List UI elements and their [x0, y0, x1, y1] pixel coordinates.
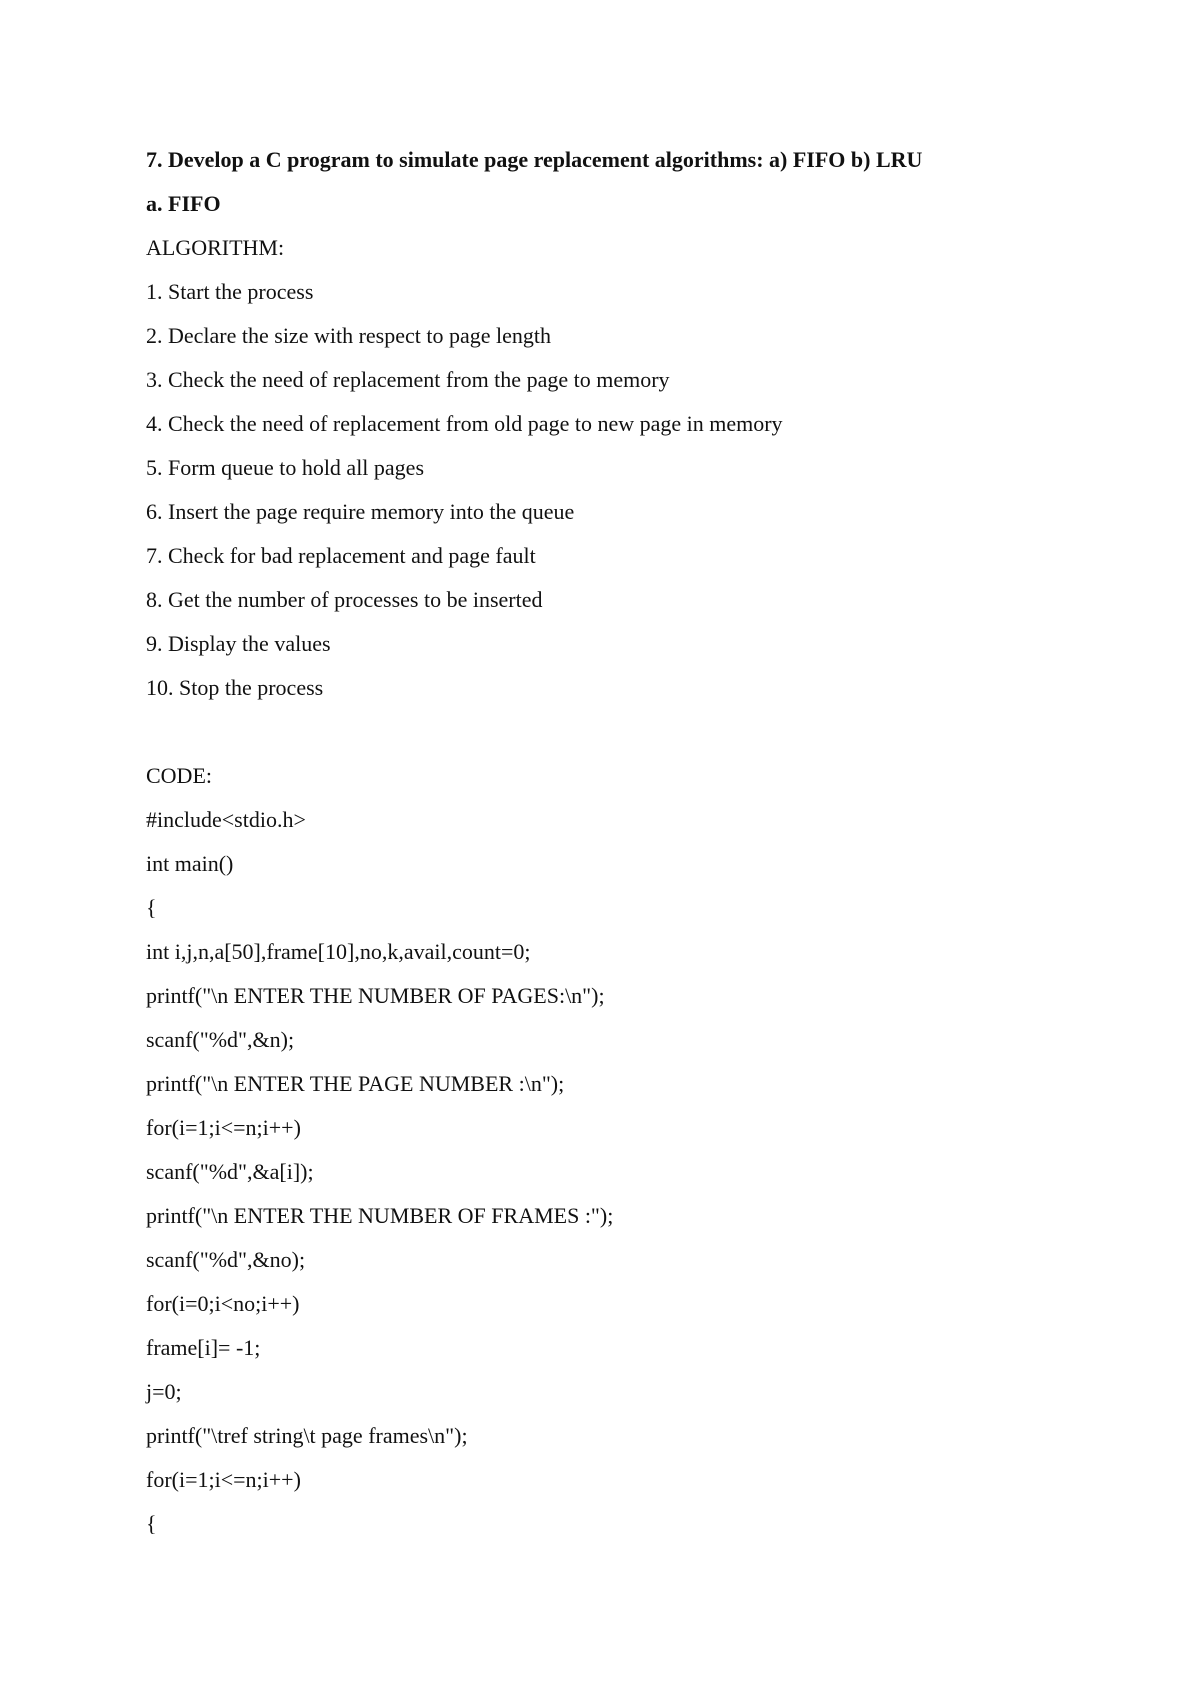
algorithm-step: 2. Declare the size with respect to page length [146, 323, 552, 348]
code-line: for(i=1;i<=n;i++) [146, 1115, 301, 1140]
code-line: for(i=0;i<no;i++) [146, 1291, 300, 1316]
code-line: int main() [146, 851, 234, 876]
algorithm-step: 3. Check the need of replacement from the page to memory [146, 367, 670, 392]
code-line: scanf("%d",&no); [146, 1247, 306, 1272]
document-title: 7. Develop a C program to simulate page replacement algorithms: a) FIFO b) LRU [146, 147, 923, 172]
algorithm-step: 6. Insert the page require memory into the queue [146, 499, 575, 524]
code-line: { [146, 1511, 157, 1536]
algorithm-step: 5. Form queue to hold all pages [146, 455, 425, 480]
code-line: scanf("%d",&a[i]); [146, 1159, 314, 1184]
algorithm-heading: ALGORITHM: [146, 235, 285, 260]
code-line: printf("\n ENTER THE PAGE NUMBER :\n"); [146, 1071, 565, 1096]
code-line: #include<stdio.h> [146, 807, 306, 832]
code-line: j=0; [146, 1379, 182, 1404]
algorithm-step: 4. Check the need of replacement from old page to new page in memory [146, 411, 783, 436]
code-line: printf("\n ENTER THE NUMBER OF PAGES:\n"); [146, 983, 605, 1008]
code-line: { [146, 895, 157, 920]
algorithm-step: 10. Stop the process [146, 675, 324, 700]
code-heading: CODE: [146, 763, 212, 788]
code-line: for(i=1;i<=n;i++) [146, 1467, 301, 1492]
algorithm-step: 7. Check for bad replacement and page fault [146, 543, 536, 568]
code-line: printf("\tref string\t page frames\n"); [146, 1423, 468, 1448]
algorithm-step: 8. Get the number of processes to be inserted [146, 587, 543, 612]
code-line: printf("\n ENTER THE NUMBER OF FRAMES :"); [146, 1203, 614, 1228]
code-line: frame[i]= -1; [146, 1335, 261, 1360]
section-heading-fifo: a. FIFO [146, 191, 221, 216]
code-line: scanf("%d",&n); [146, 1027, 295, 1052]
code-line: int i,j,n,a[50],frame[10],no,k,avail,count=0; [146, 939, 531, 964]
algorithm-step: 9. Display the values [146, 631, 331, 656]
algorithm-step: 1. Start the process [146, 279, 314, 304]
